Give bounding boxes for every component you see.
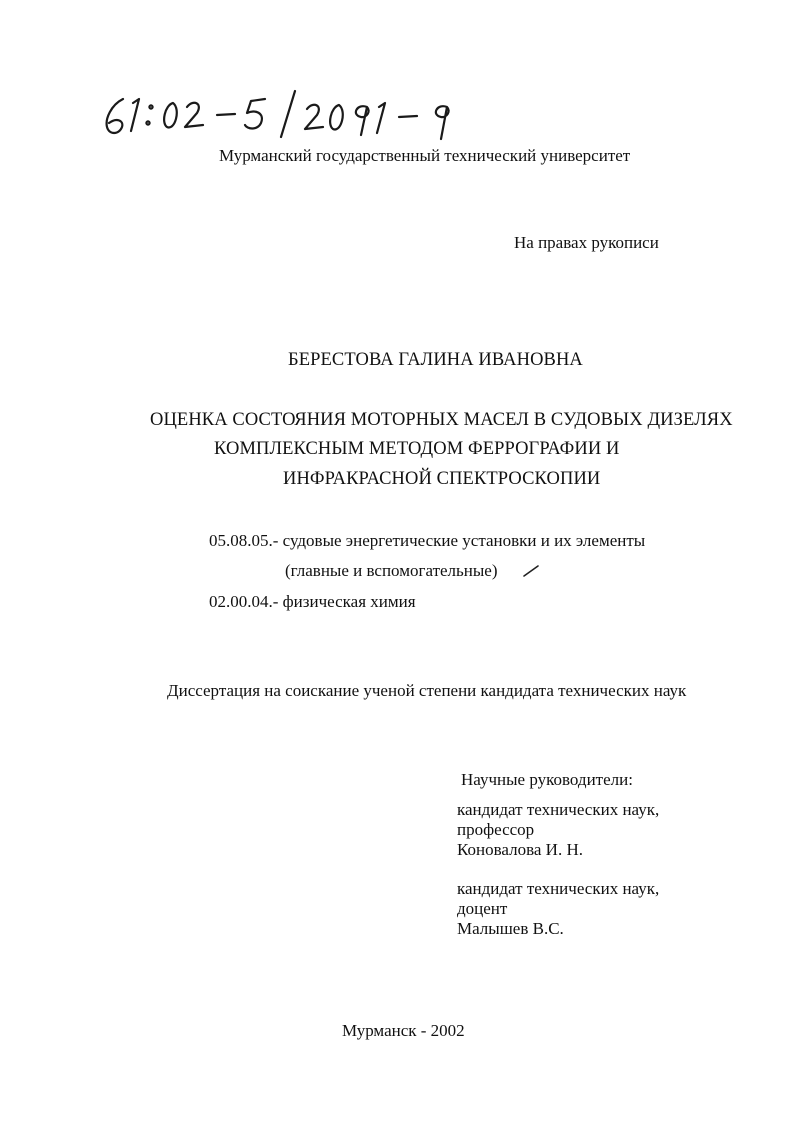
university-name: Мурманский государственный технический университет: [219, 146, 631, 165]
supervisors-heading: Научные руководители:: [461, 770, 633, 789]
specialty-line: 05.08.05.- судовые энергетические установки и их элементы: [209, 531, 646, 550]
pen-tick-mark: [522, 564, 540, 578]
title-line: КОМПЛЕКСНЫМ МЕТОДОМ ФЕРРОГРАФИИ И: [214, 439, 620, 459]
title-line: ИНФРАКРАСНОЙ СПЕКТРОСКОПИИ: [283, 469, 601, 489]
supervisor-rank: профессор: [457, 820, 535, 839]
author-name: БЕРЕСТОВА ГАЛИНА ИВАНОВНА: [288, 350, 583, 370]
supervisor-degree: кандидат технических наук,: [457, 879, 660, 898]
supervisor-degree: кандидат технических наук,: [457, 800, 660, 819]
dissertation-statement: Диссертация на соискание ученой степени кандидата технических наук: [167, 681, 687, 700]
specialty-line: (главные и вспомогательные): [285, 561, 498, 580]
city-year: Мурманск - 2002: [342, 1021, 465, 1040]
supervisor-name: Малышев В.С.: [457, 919, 564, 938]
specialty-line: 02.00.04.- физическая химия: [209, 592, 416, 611]
rights-note: На правах рукописи: [514, 233, 659, 252]
title-line: ОЦЕНКА СОСТОЯНИЯ МОТОРНЫХ МАСЕЛ В СУДОВЫХ ДИЗЕЛЯХ: [150, 410, 733, 430]
supervisor-rank: доцент: [457, 899, 508, 918]
handwritten-archive-code: [95, 85, 515, 145]
supervisor-name: Коновалова И. Н.: [457, 840, 583, 859]
